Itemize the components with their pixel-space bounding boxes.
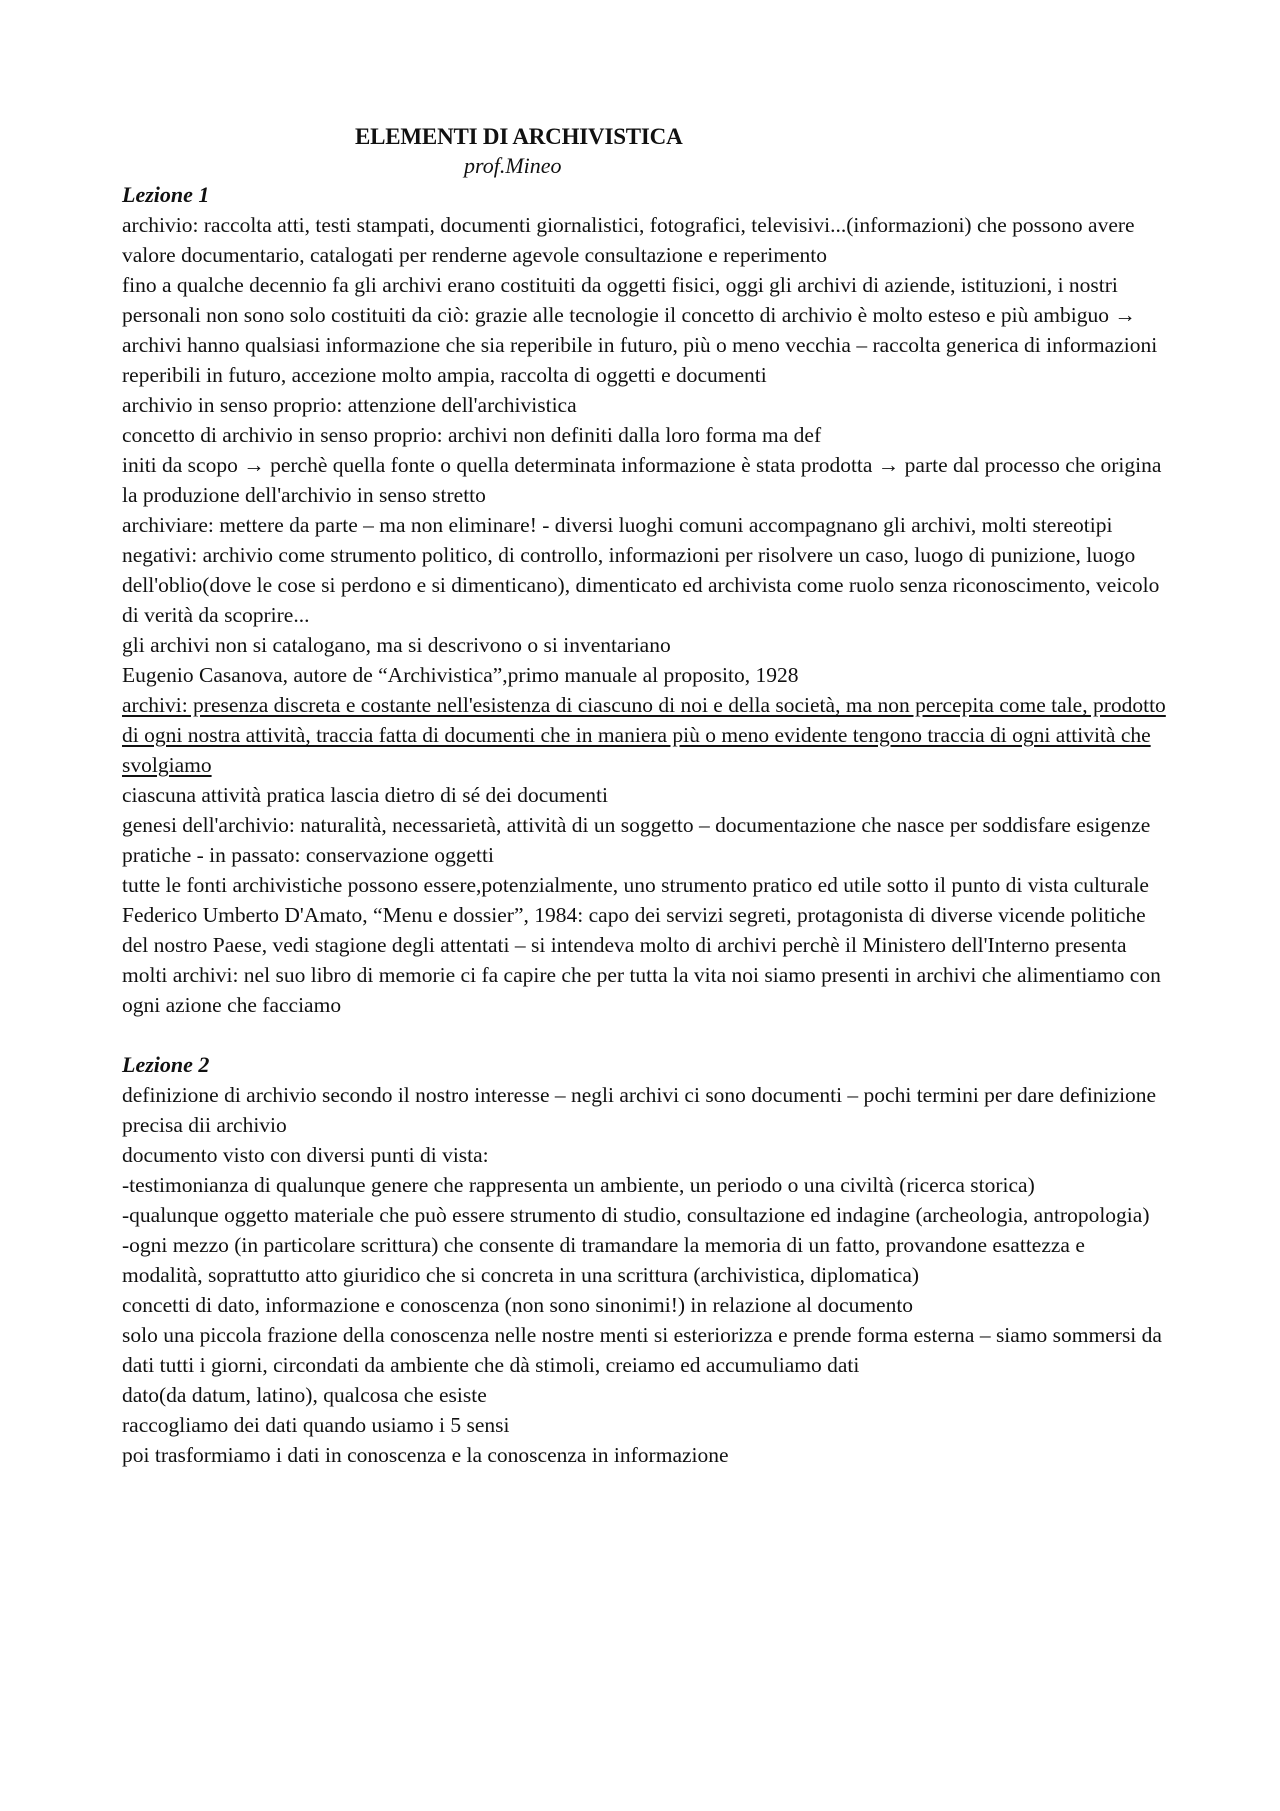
lesson-2-paragraph: -testimonianza di qualunque genere che rappresenta un ambiente, un periodo o una civiltà (ricerca storica) bbox=[122, 1173, 1035, 1197]
lesson-1-paragraph: archivio in senso proprio: attenzione dell'archivistica bbox=[122, 393, 577, 417]
lesson-1-paragraph: genesi dell'archivio: naturalità, necessarietà, attività di un soggetto – documentazione che nasce per soddisfare esigenze pratiche - in passato: conservazione oggetti bbox=[122, 813, 1151, 867]
lesson-1-paragraph: ciascuna attività pratica lascia dietro di sé dei documenti bbox=[122, 783, 608, 807]
lesson-1-paragraph: fino a qualche decennio fa gli archivi erano costituiti da oggetti fisici, oggi gli archivi di aziende, istituzioni, i nostri personali non sono solo costituiti da ciò: grazie alle tecnologie il concetto di archivio è molto esteso e più ambiguo → archivi hanno qualsiasi informazione che sia reperibile in futuro, più o meno vecchia – raccolta generica di informazioni reperibili in futuro, accezione molto ampia, raccolta di oggetti e documenti bbox=[122, 273, 1158, 387]
document-page bbox=[122, 122, 1167, 1470]
lesson-1-paragraph: gli archivi non si catalogano, ma si descrivono o si inventariano bbox=[122, 633, 671, 657]
lesson-2-paragraph: dato(da datum, latino), qualcosa che esiste bbox=[122, 1383, 487, 1407]
lesson-2-heading: Lezione 2 bbox=[122, 1052, 210, 1077]
document-author: prof.Mineo bbox=[464, 153, 562, 178]
lesson-1-paragraph: tutte le fonti archivistiche possono essere,potenzialmente, uno strumento pratico ed utile sotto il punto di vista culturale bbox=[122, 873, 1149, 897]
lesson-1-paragraph: archivio: raccolta atti, testi stampati, documenti giornalistici, fotografici, televisivi...(informazioni) che possono avere valore documentario, catalogati per renderne agevole consultazione e reperimento bbox=[122, 213, 1135, 267]
lesson-2-paragraph: documento visto con diversi punti di vista: bbox=[122, 1143, 489, 1167]
underlined-paragraph: archivi: presenza discreta e costante nell'esistenza di ciascuno di noi e della società, ma non percepita come tale, prodotto di ogni nostra attività, traccia fatta di documenti che in maniera più o meno evidente tengono traccia di ogni attività che svolgiamo bbox=[122, 693, 1166, 777]
lesson-1-paragraph: initi da scopo → perchè quella fonte o quella determinata informazione è stata prodotta → parte dal processo che origina la produzione dell'archivio in senso stretto bbox=[122, 453, 1162, 507]
lesson-2-paragraph: solo una piccola frazione della conoscenza nelle nostre menti si esteriorizza e prende forma esterna – siamo sommersi da dati tutti i giorni, circondati da ambiente che dà stimoli, creiamo ed accumuliamo dati bbox=[122, 1323, 1162, 1377]
lesson-1-paragraph: concetto di archivio in senso proprio: archivi non definiti dalla loro forma ma def bbox=[122, 423, 822, 447]
lesson-1-paragraph: Federico Umberto D'Amato, “Menu e dossier”, 1984: capo dei servizi segreti, protagonista di diverse vicende politiche del nostro Paese, vedi stagione degli attentati – si intendeva molto di archivi perchè il Ministero dell'Interno presenta molti archivi: nel suo libro di memorie ci fa capire che per tutta la vita noi siamo presenti in archivi che alimentiamo con ogni azione che facciamo bbox=[122, 903, 1161, 1017]
lesson-2-paragraph: definizione di archivio secondo il nostro interesse – negli archivi ci sono documenti – pochi termini per dare definizione precisa dii archivio bbox=[122, 1083, 1157, 1137]
lesson-2-paragraph: raccogliamo dei dati quando usiamo i 5 sensi bbox=[122, 1413, 510, 1437]
lesson-2-paragraph: poi trasformiamo i dati in conoscenza e la conoscenza in informazione bbox=[122, 1443, 729, 1467]
lesson-2-paragraph: -qualunque oggetto materiale che può essere strumento di studio, consultazione ed indagine (archeologia, antropologia) bbox=[122, 1203, 1150, 1227]
lesson-1-heading: Lezione 1 bbox=[122, 182, 210, 207]
lesson-1-paragraph: archiviare: mettere da parte – ma non eliminare! - diversi luoghi comuni accompagnano gli archivi, molti stereotipi negativi: archivio come strumento politico, di controllo, informazioni per risolvere un caso, luogo di punizione, luogo dell'oblio(dove le cose si perdono e si dimenticano), dimenticato ed archivista come ruolo senza riconoscimento, veicolo di verità da scoprire... bbox=[122, 513, 1160, 627]
section-gap bbox=[122, 1020, 1167, 1050]
lesson-2-paragraph: -ogni mezzo (in particolare scrittura) che consente di tramandare la memoria di un fatto, provandone esattezza e modalità, soprattutto atto giuridico che si concreta in una scrittura (archivistica, diplomatica) bbox=[122, 1233, 1085, 1287]
document-title: ELEMENTI DI ARCHIVISTICA bbox=[355, 124, 683, 149]
lesson-1-paragraph: Eugenio Casanova, autore de “Archivistica”,primo manuale al proposito, 1928 bbox=[122, 663, 799, 687]
lesson-2-paragraph: concetti di dato, informazione e conoscenza (non sono sinonimi!) in relazione al documento bbox=[122, 1293, 914, 1317]
